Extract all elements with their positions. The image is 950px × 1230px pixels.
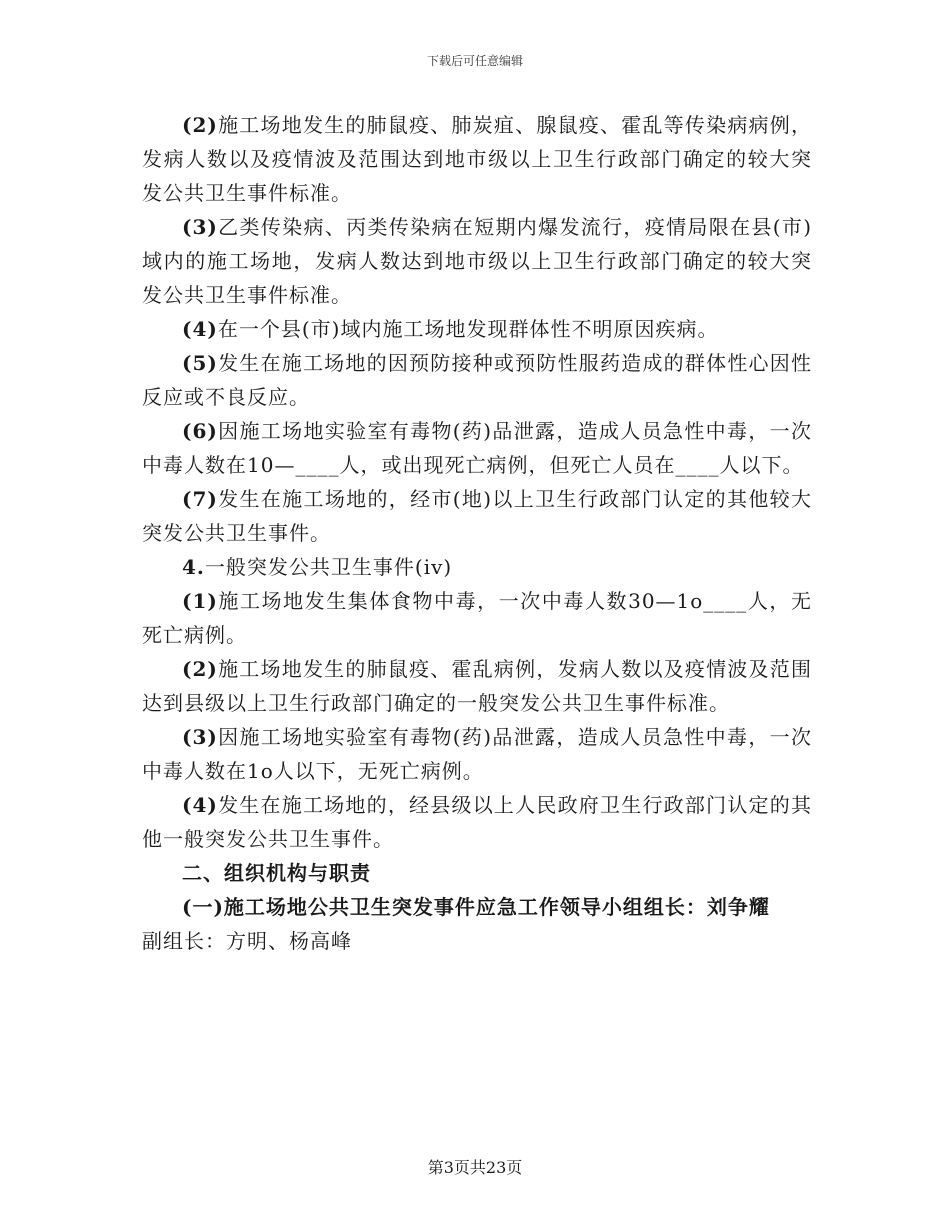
item-number: (2) — [182, 657, 218, 681]
item-number: (4) — [182, 317, 218, 341]
item-number: (1) — [182, 589, 218, 613]
paragraph-item — [142, 108, 812, 210]
item-text: 发生在施工场地的，经市(地)以上卫生行政部门认定的其他较大突发公共卫生事件。 — [142, 487, 812, 545]
paragraph-item — [142, 482, 812, 550]
paragraph-item — [142, 346, 812, 414]
item-text: 施工场地发生的肺鼠疫、霍乱病例，发病人数以及疫情波及范围达到县级以上卫生行政部门确定的一般突发公共卫生事件标准。 — [142, 657, 812, 715]
item-text: 施工场地发生的肺鼠疫、肺炭疽、腺鼠疫、霍乱等传染病病例，发病人数以及疫情波及范围达到地市级以上卫生行政部门确定的较大突发公共卫生事件标准。 — [142, 113, 812, 205]
item-number: (5) — [182, 351, 218, 375]
paragraph-item — [142, 788, 812, 856]
page-header-note: 下载后可任意编辑 — [426, 54, 523, 68]
deputy-leaders: 副组长：方明、杨高峰 — [142, 929, 352, 953]
item-text: 发生在施工场地的因预防接种或预防性服药造成的群体性心因性反应或不良反应。 — [142, 351, 812, 409]
paragraph-item — [142, 550, 812, 584]
paragraph-item — [142, 414, 812, 482]
item-number: (3) — [182, 725, 218, 749]
item-number: 4. — [182, 555, 205, 579]
item-number: (2) — [182, 113, 218, 137]
item-text: 在一个县(市)域内施工场地发现群体性不明原因疾病。 — [217, 317, 719, 341]
item-text: 发生在施工场地的，经县级以上人民政府卫生行政部门认定的其他一般突发公共卫生事件。 — [142, 793, 812, 851]
item-text: 一般突发公共卫生事件(iv) — [204, 555, 453, 579]
paragraph-item — [142, 720, 812, 788]
paragraph-item — [142, 312, 812, 346]
item-number: (7) — [182, 487, 218, 511]
item-text: 施工场地发生集体食物中毒，一次中毒人数30—1o____人，无死亡病例。 — [142, 589, 812, 647]
item-text: 乙类传染病、丙类传染病在短期内爆发流行，疫情局限在县(市)域内的施工场地，发病人数达到地市级以上卫生行政部门确定的较大突发公共卫生事件标准。 — [142, 215, 812, 307]
paragraph-item — [142, 652, 812, 720]
item-number: (4) — [182, 793, 218, 817]
section-subtitle: (一)施工场地公共卫生突发事件应急工作领导小组组长：刘争耀 — [182, 895, 770, 919]
section-title: 二、组织机构与职责 — [182, 861, 371, 885]
item-number: (3) — [182, 215, 218, 239]
page-number: 第3页共23页 — [427, 1158, 523, 1177]
item-number: (6) — [182, 419, 218, 443]
document-body — [142, 108, 812, 958]
item-text: 因施工场地实验室有毒物(药)品泄露，造成人员急性中毒，一次中毒人数在1o人以下，无死亡病例。 — [142, 725, 812, 783]
item-text: 因施工场地实验室有毒物(药)品泄露，造成人员急性中毒，一次中毒人数在10—____人，或出现死亡病例，但死亡人员在____人以下。 — [142, 419, 812, 477]
paragraph-item — [142, 210, 812, 312]
paragraph-item — [142, 584, 812, 652]
